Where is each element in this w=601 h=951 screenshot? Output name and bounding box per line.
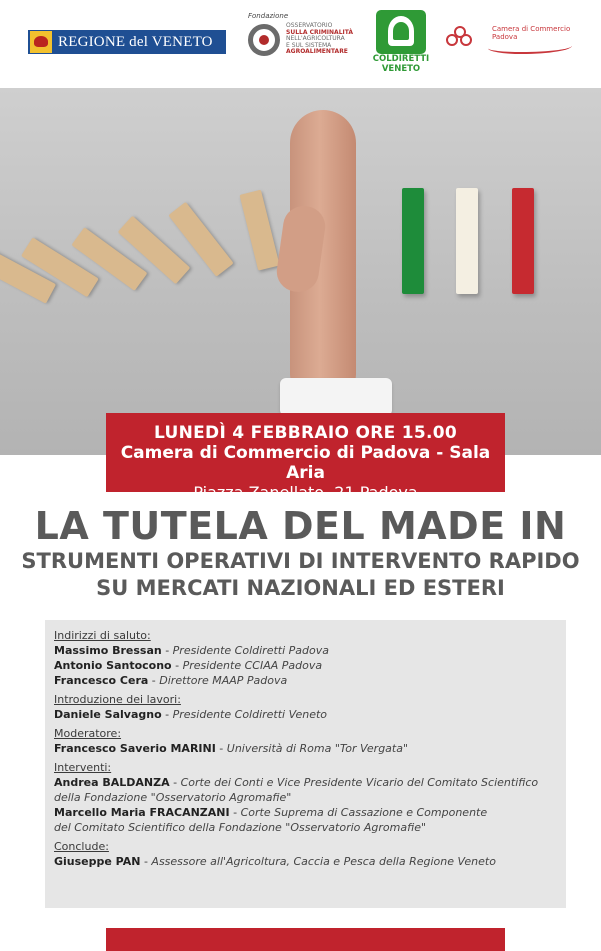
osservatorio-text	[286, 23, 353, 56]
speaker-name: Marcello Maria FRACANZANI	[54, 806, 230, 819]
speaker-name: Andrea BALDANZA	[54, 776, 170, 789]
red-block	[512, 188, 534, 294]
speaker-role-continued	[54, 820, 566, 835]
osservatorio-emblem-icon	[248, 24, 280, 56]
speaker-role: Presidente Coldiretti Padova	[172, 644, 329, 657]
osservatorio-line: AGROALIMENTARE	[286, 48, 348, 56]
speaker-role: Università di Roma "Tor Vergata"	[226, 742, 409, 755]
speaker-role: Assessore all'Agricoltura, Caccia e Pesca della Regione Veneto	[151, 855, 496, 868]
speaker-role: Direttore MAAP Padova	[159, 674, 288, 687]
osservatorio-pre: Fondazione	[248, 12, 289, 20]
white-block	[456, 188, 478, 294]
wooden-domino	[239, 190, 279, 271]
event-address: Piazza Zanellato, 21 Padova	[193, 483, 418, 502]
camera-commercio-logo	[446, 22, 576, 58]
osservatorio-line: NELL'AGRICOLTURA	[286, 35, 345, 43]
speaker-entry: Massimo Bressan - Presidente Coldiretti Padova	[54, 644, 329, 657]
section-saluti	[54, 628, 566, 688]
main-title: LA TUTELA DEL MADE IN	[34, 504, 567, 548]
coldiretti-line2: VENETO	[381, 63, 421, 74]
section-heading: Interventi:	[54, 761, 112, 774]
speaker-entry: Giuseppe PAN - Assessore all'Agricoltura, Caccia e Pesca della Regione Veneto	[54, 855, 496, 868]
coldiretti-text	[370, 55, 432, 74]
coldiretti-logo	[372, 10, 430, 74]
speaker-entry: Andrea BALDANZA - Corte dei Conti e Vice Presidente Vicario del Comitato Scientifico	[54, 776, 539, 789]
speaker-role: del Comitato Scientifico della Fondazione "Osservatorio Agromafie"	[54, 821, 427, 834]
coldiretti-line1: COLDIRETTI	[372, 54, 430, 64]
speaker-entry: Daniele Salvagno - Presidente Coldiretti Veneto	[54, 708, 328, 721]
section-interventi	[54, 760, 566, 835]
program-box	[45, 620, 566, 908]
speaker-entry: Francesco Cera - Direttore MAAP Padova	[54, 674, 288, 687]
speaker-entry: Francesco Saverio MARINI - Università di Roma "Tor Vergata"	[54, 742, 409, 755]
section-heading: Conclude:	[54, 840, 109, 853]
event-venue: Camera di Commercio di Padova - Sala Aria	[120, 443, 491, 483]
speaker-entry: Marcello Maria FRACANZANI - Corte Suprema di Cassazione e Componente	[54, 806, 488, 819]
osservatorio-line: E SUL SISTEMA	[286, 41, 332, 49]
speaker-entry: Antonio Santocono - Presidente CCIAA Padova	[54, 659, 323, 672]
camera-line2: Padova	[492, 32, 518, 41]
section-conclude	[54, 839, 566, 869]
subtitle-line2: SU MERCATI NAZIONALI ED ESTERI	[96, 576, 505, 600]
speaker-role-continued	[54, 790, 566, 805]
speaker-role: della Fondazione "Osservatorio Agromafie"	[54, 791, 292, 804]
speaker-name: Antonio Santocono	[54, 659, 172, 672]
speaker-name: Francesco Cera	[54, 674, 149, 687]
hero-photo	[0, 88, 601, 455]
speaker-name: Francesco Saverio MARINI	[54, 742, 216, 755]
speaker-name: Daniele Salvagno	[54, 708, 162, 721]
subtitle-line1: STRUMENTI OPERATIVI DI INTERVENTO RAPIDO	[21, 549, 580, 573]
event-banner	[106, 413, 505, 502]
camera-commercio-knot-icon	[446, 26, 474, 52]
subtitle	[0, 548, 601, 602]
speaker-role: Corte Suprema di Cassazione e Componente	[240, 806, 488, 819]
osservatorio-logo	[246, 12, 364, 64]
speaker-role: Corte dei Conti e Vice Presidente Vicario del Comitato Scientifico	[180, 776, 539, 789]
section-heading: Indirizzi di saluto:	[54, 629, 151, 642]
green-block	[402, 188, 424, 294]
bottom-banner	[106, 928, 505, 951]
speaker-name: Giuseppe PAN	[54, 855, 141, 868]
event-date: LUNEDÌ 4 FEBBRAIO ORE 15.00	[153, 423, 457, 443]
shirt-cuff	[280, 378, 392, 416]
speaker-role: Presidente Coldiretti Veneto	[172, 708, 328, 721]
camera-commercio-text	[492, 26, 570, 41]
camera-swoosh-icon	[488, 40, 572, 54]
coldiretti-emblem-icon	[376, 10, 426, 54]
camera-line1: Camera di Commercio	[492, 25, 571, 33]
regione-veneto-text: REGIONE del VENETO	[58, 33, 213, 50]
section-heading: Moderatore:	[54, 727, 122, 740]
osservatorio-line: SULLA CRIMINALITÀ	[286, 28, 354, 36]
section-moderatore	[54, 726, 566, 756]
section-introduzione	[54, 692, 566, 722]
osservatorio-line: OSSERVATORIO	[286, 22, 333, 29]
regione-veneto-logo	[28, 30, 226, 54]
logo-bar	[0, 0, 601, 88]
section-heading: Introduzione dei lavori:	[54, 693, 181, 706]
lion-of-st-mark-icon	[30, 31, 52, 53]
speaker-name: Massimo Bressan	[54, 644, 162, 657]
speaker-role: Presidente CCIAA Padova	[182, 659, 323, 672]
